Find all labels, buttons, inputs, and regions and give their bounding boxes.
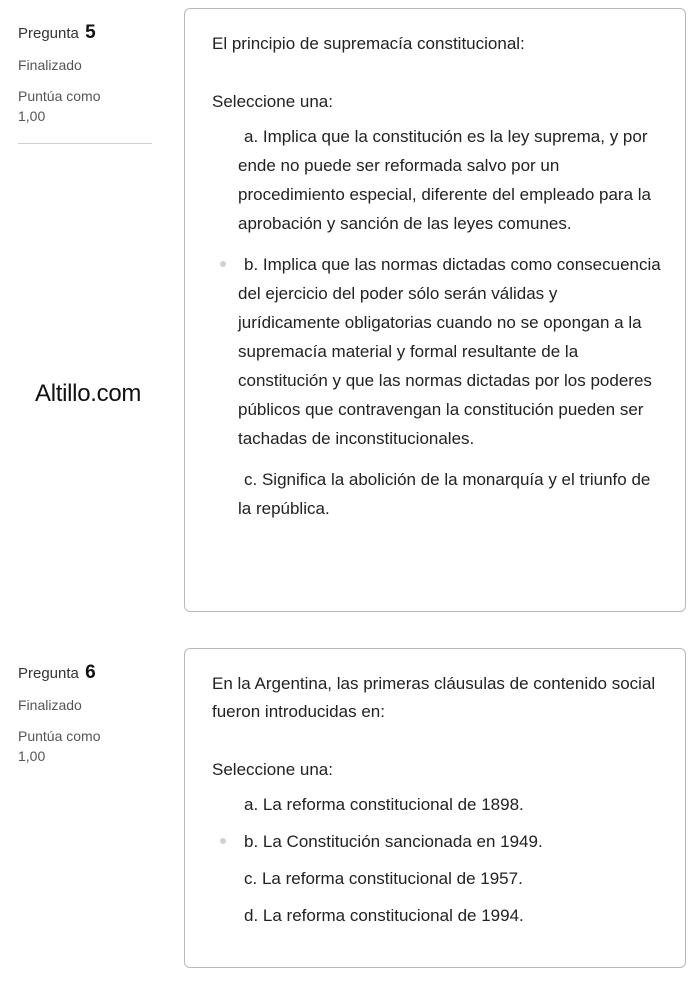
- answer-option-b[interactable]: [212, 250, 663, 453]
- question-block: [0, 640, 700, 980]
- answer-letter: b.: [244, 832, 259, 851]
- question-number: [18, 21, 153, 46]
- watermark: Altillo.com: [35, 380, 142, 407]
- question-grade: Puntúa como 1,00: [18, 728, 101, 764]
- answer-option-b[interactable]: [212, 827, 663, 856]
- answer-option-c[interactable]: [212, 465, 663, 523]
- question-label: Pregunta: [18, 665, 79, 682]
- answer-option-d[interactable]: [212, 901, 663, 930]
- answer-letter: a.: [244, 795, 259, 814]
- question-number-value: 6: [85, 662, 96, 683]
- answer-letter: c.: [244, 869, 258, 888]
- question-text: El principio de supremacía constitucional:: [212, 34, 525, 53]
- answer-text: La reforma constitucional de 1898.: [262, 795, 524, 814]
- answer-prompt: Seleccione una:: [212, 760, 333, 779]
- answer-text: Significa la abolición de la monarquía y el triunfo de la república.: [238, 470, 651, 518]
- answer-letter: d.: [244, 906, 259, 925]
- question-state: Finalizado: [18, 697, 82, 713]
- question-text: En la Argentina, las primeras cláusulas de contenido social fueron introducidas en:: [212, 674, 656, 721]
- question-content: [184, 8, 686, 612]
- info-divider: [18, 143, 152, 144]
- question-label: Pregunta: [18, 25, 79, 42]
- question-content: [184, 648, 686, 968]
- question-number-value: 5: [85, 22, 96, 43]
- question-grade: Puntúa como 1,00: [18, 88, 101, 124]
- answer-text: Implica que las normas dictadas como consecuencia del ejercicio del poder sólo serán válidas y jurídicamente obligatorias cuando no se opongan a la supremacía material y formal resultante de la constitución y que las normas dictadas por los poderes públicos que contravengan la constitución pueden ser tachadas de inconstitucionales.: [238, 255, 661, 448]
- question-info: [18, 658, 153, 766]
- answer-text: Implica que la constitución es la ley suprema, y por ende no puede ser reformada salvo por un procedimiento especial, diferente del empleado para la aprobación y sanción de las leyes comunes.: [238, 127, 651, 233]
- answer-text: La Constitución sancionada en 1949.: [262, 832, 543, 851]
- answer-option-a[interactable]: [212, 122, 663, 238]
- question-number: [18, 661, 153, 686]
- answer-prompt: Seleccione una:: [212, 92, 333, 111]
- selected-indicator-icon: [220, 261, 226, 267]
- answer-letter: a.: [244, 127, 259, 146]
- answer-letter: c.: [244, 470, 258, 489]
- question-info: [18, 18, 153, 126]
- answer-letter: b.: [244, 255, 259, 274]
- answer-text: La reforma constitucional de 1994.: [262, 906, 524, 925]
- answer-text: La reforma constitucional de 1957.: [261, 869, 523, 888]
- answer-list: [212, 790, 663, 930]
- answer-option-c[interactable]: [212, 864, 663, 893]
- answer-list: [212, 122, 663, 523]
- question-state: Finalizado: [18, 57, 82, 73]
- selected-indicator-icon: [220, 838, 226, 844]
- answer-option-a[interactable]: [212, 790, 663, 819]
